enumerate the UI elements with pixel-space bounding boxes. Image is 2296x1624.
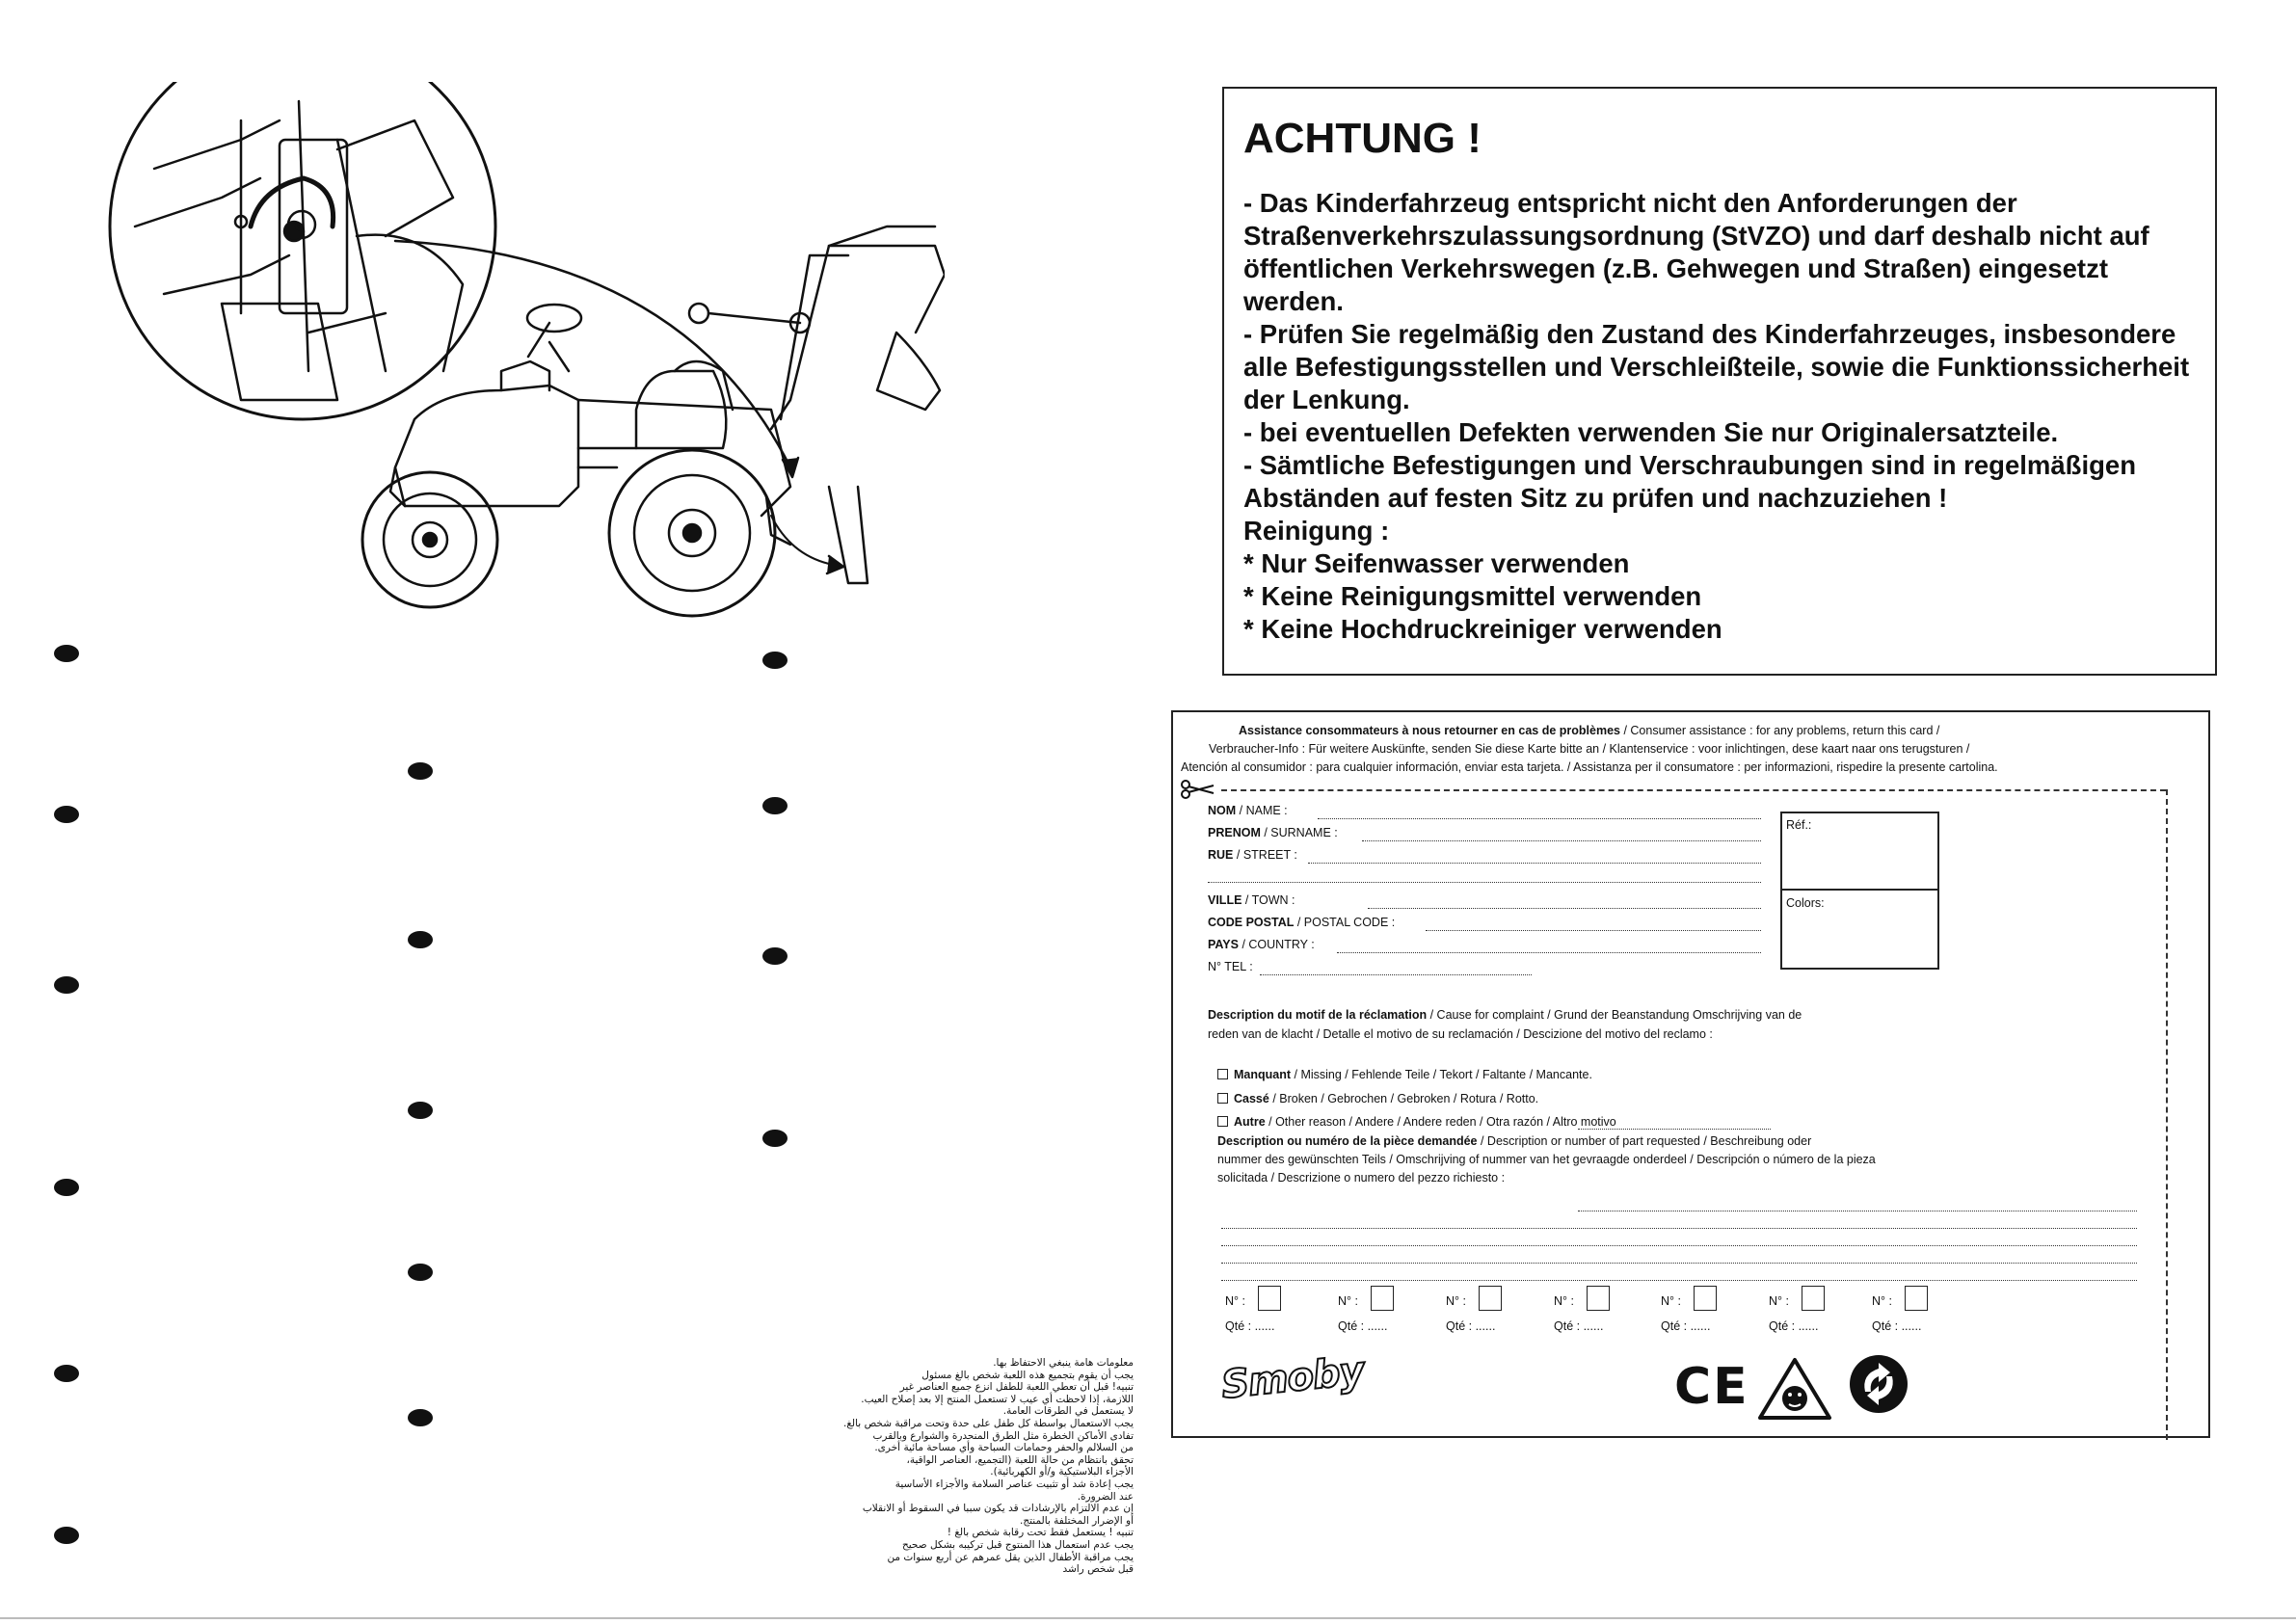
arabic-line: اللازمة، إذا لاحظت أي عيب لا تستعمل المنتج إلا بعد إصلاح العيب. [861,1393,1134,1405]
bullet-11 [408,1409,433,1426]
arabic-line: يجب إعادة شد أو تثبيت عناصر السلامة والأجزاء الأساسية [894,1478,1134,1490]
prenom-field[interactable] [1362,840,1761,841]
smoby-logo: Smoby [1219,1348,1366,1408]
warning-line: - bei eventuellen Defekten verwenden Sie nur Originalersatzteile. [1243,417,2059,447]
warning-line: Reinigung : [1243,516,1390,546]
consumer-card [1171,710,2210,1438]
qty-label: Qté : ...... [1769,1319,1819,1333]
qty-label: Qté : ...... [1872,1319,1922,1333]
option-casse[interactable]: Cassé / Broken / Gebrochen / Gebroken / Rotura / Rotto. [1217,1092,1538,1105]
cut-line-vertical [2166,789,2168,1440]
part-number-box[interactable] [1694,1286,1717,1311]
part-field-5[interactable] [1221,1280,2137,1281]
qty-label: Qté : ...... [1446,1319,1496,1333]
scissors-icon [1179,778,1217,801]
warning-line: werden. [1243,286,1344,316]
casse-checkbox[interactable] [1217,1093,1228,1104]
option-manquant[interactable]: Manquant / Missing / Fehlende Teile / Tekort / Faltante / Mancante. [1217,1068,1592,1081]
bullet-14 [762,947,788,965]
bullet-12 [762,652,788,669]
card-header-line2: Verbraucher-Info : Für weitere Auskünfte, senden Sie diese Karte bitte an / Klantenservice : voor inlichtingen, dese kaart naar ons terugsturen / [1209,742,1970,756]
warning-line: - Sämtliche Befestigungen und Verschraubungen sind in regelmäßigen [1243,450,2136,480]
arabic-line: يجب الاستعمال بواسطة كل طفل على حدة وتحت مراقبة شخص بالغ. [842,1417,1134,1429]
warning-line: alle Befestigungsstellen und Verschleißteile, sowie die Funktionssicherheit [1243,352,2190,382]
bullet-13 [762,797,788,814]
autre-field[interactable] [1578,1129,1771,1130]
ref-label: Réf.: [1786,818,1812,832]
qty-label: Qté : ...... [1338,1319,1388,1333]
part-field-4[interactable] [1221,1263,2137,1264]
warning-line: öffentlichen Verkehrswegen (z.B. Gehwegen und Straßen) eingesetzt [1243,253,2108,283]
complaint-line2: reden van de klacht / Detalle el motivo de su reclamación / Descizione del motivo del reclamo : [1208,1027,1713,1041]
arabic-line: أو الإضرار المختلفة بالمنتج. [1020,1514,1134,1527]
part-line3: solicitada / Descrizione o numero del pezzo richiesto : [1217,1171,1506,1185]
arabic-line: إن عدم الالتزام بالإرشادات قد يكون سببا في السقوط أو الانقلاب [862,1503,1134,1515]
part-number-label: N° : [1338,1294,1358,1308]
arabic-line: عند الضرورة. [1077,1490,1134,1503]
ref-box[interactable] [1780,812,1939,891]
part-number-label: N° : [1769,1294,1789,1308]
arabic-warnings [827,1357,1134,1576]
part-field-2[interactable] [1221,1228,2137,1229]
part-number-label: N° : [1225,1294,1245,1308]
rue-field[interactable] [1308,863,1761,864]
part-number-label: N° : [1446,1294,1466,1308]
bullet-8 [408,931,433,948]
qty-label: Qté : ...... [1225,1319,1275,1333]
part-number-box[interactable] [1479,1286,1502,1311]
warning-line: der Lenkung. [1243,385,1410,414]
arabic-line: تنبيه ! يستعمل فقط تحت رقابة شخص بالغ ! [947,1527,1134,1539]
warning-line: Abständen auf festen Sitz zu prüfen und nachzuziehen ! [1243,483,1948,513]
green-dot-icon [1848,1353,1909,1415]
tel-label: N° TEL : [1208,960,1253,973]
arabic-line: تحقق بانتظام من حالة اللعبة (التجميع، العناصر الواقية، [906,1453,1134,1466]
part-line1: Description ou numéro de la pièce demandée / Description or number of part requested / Beschreibung oder [1217,1134,1812,1148]
option-autre[interactable]: Autre / Other reason / Andere / Andere reden / Otra razón / Altro motivo [1217,1115,1616,1129]
colors-box[interactable] [1780,889,1939,970]
tractor-body [362,226,945,616]
part-field-3[interactable] [1221,1245,2137,1246]
arabic-line: معلومات هامة ينبغي الاحتفاظ بها. [993,1357,1134,1369]
part-number-label: N° : [1554,1294,1574,1308]
warning-body [1243,187,2196,646]
card-header-line1: Assistance consommateurs à nous retourner en cas de problèmes / Consumer assistance : for any problems, return this card / [1239,724,1940,737]
detail-circle [110,82,495,419]
pays-field[interactable] [1337,952,1761,953]
qty-label: Qté : ...... [1661,1319,1711,1333]
arabic-line: لا يستعمل في الطرقات العامة. [1002,1405,1134,1418]
bullet-4 [54,1179,79,1196]
warning-line: * Keine Hochdruckreiniger verwenden [1243,614,1722,644]
bullet-2 [54,806,79,823]
part-number-box[interactable] [1587,1286,1610,1311]
part-number-box[interactable] [1905,1286,1928,1311]
arabic-line: يجب عدم استعمال هذا المنتوج قبل تركيبه بشكل صحيح [901,1538,1134,1551]
code-postal-label: CODE POSTAL / POSTAL CODE : [1208,916,1396,929]
complaint-line1: Description du motif de la réclamation / Cause for complaint / Grund der Beanstandung Omschrijving van de [1208,1008,1802,1022]
tractor-illustration [96,82,945,622]
bullet-10 [408,1264,433,1281]
rue-label: RUE / STREET : [1208,848,1297,862]
warning-line: Straßenverkehrszulassungsordnung (StVZO) und darf deshalb nicht auf [1243,221,2149,251]
arabic-line: تنبيه! قبل أن تعطي اللعبة للطفل انزع جميع العناصر غير [899,1381,1134,1394]
arabic-line: قبل شخص راشد [1062,1563,1134,1576]
autre-checkbox[interactable] [1217,1116,1228,1127]
arabic-line: الأجزاء البلاستيكية و/أو الكهربائية). [990,1466,1134,1478]
part-number-label: N° : [1661,1294,1681,1308]
rue-field-2[interactable] [1208,882,1761,883]
warning-line: * Nur Seifenwasser verwenden [1243,548,1630,578]
ce-mark: CE [1674,1358,1749,1416]
prenom-label: PRENOM / SURNAME : [1208,826,1338,839]
manquant-checkbox[interactable] [1217,1069,1228,1079]
age-warning-icon [1756,1356,1833,1422]
ville-field[interactable] [1368,908,1761,909]
part-number-box[interactable] [1258,1286,1281,1311]
page-bottom-rule [0,1617,2296,1619]
nom-label: NOM / NAME : [1208,804,1288,817]
warning-line: - Das Kinderfahrzeug entspricht nicht den Anforderungen der [1243,188,2017,218]
arabic-line: تفادى الأماكن الخطرة مثل الطرق المنحدرة والشوارع وبالقرب [872,1429,1134,1442]
warning-title: ACHTUNG ! [1243,115,1482,162]
warning-line: * Keine Reinigungsmittel verwenden [1243,581,1702,611]
nom-field[interactable] [1318,818,1761,819]
bullet-9 [408,1102,433,1119]
arabic-line: يجب مراقبة الأطفال الذين يقل عمرهم عن أربع سنوات من [887,1551,1134,1563]
bullet-7 [408,762,433,780]
tel-field[interactable] [1260,974,1532,975]
arabic-line: من السلالم والحفر وحمامات السباحة وأي مساحة مائية أخرى. [874,1442,1134,1454]
cut-line-horizontal [1221,789,2166,791]
part-number-box[interactable] [1371,1286,1394,1311]
card-header-line3: Atención al consumidor : para cualquier información, enviar esta tarjeta. / Assistanza per il consumatore : per informazioni, rispedire la presente cartolina. [1181,760,1998,774]
part-number-label: N° : [1872,1294,1892,1308]
part-number-box[interactable] [1802,1286,1825,1311]
arabic-line: يجب أن يقوم بتجميع هذه اللعبة شخص بالغ مسئول [921,1369,1134,1381]
pays-label: PAYS / COUNTRY : [1208,938,1315,951]
bullet-3 [54,976,79,994]
bullet-6 [54,1527,79,1544]
bullet-5 [54,1365,79,1382]
part-line2: nummer des gewünschten Teils / Omschrijving of nummer van het gevraagde onderdeel / Descripción o número de la pieza [1217,1153,1876,1166]
bullet-15 [762,1130,788,1147]
warning-line: - Prüfen Sie regelmäßig den Zustand des Kinderfahrzeuges, insbesondere [1243,319,2176,349]
warning-box [1222,87,2217,676]
bullet-1 [54,645,79,662]
colors-label: Colors: [1786,896,1825,910]
ville-label: VILLE / TOWN : [1208,893,1295,907]
qty-label: Qté : ...... [1554,1319,1604,1333]
code-postal-field[interactable] [1426,930,1761,931]
